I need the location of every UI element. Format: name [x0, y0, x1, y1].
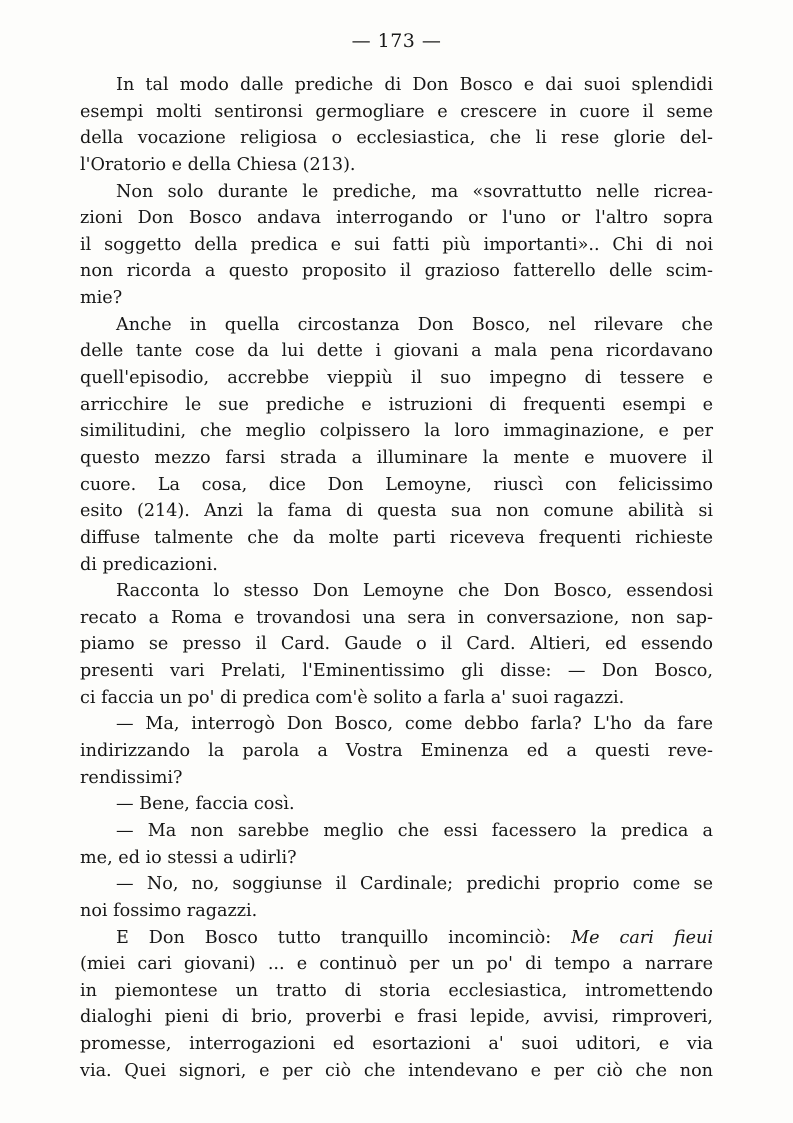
body-text — [80, 72, 713, 1084]
text-line: via. Quei signori, e per ciò che intendevano e per ciò che non — [80, 1060, 713, 1081]
text-line: Racconta lo stesso Don Lemoyne che Don Bosco, essendosi — [116, 581, 713, 602]
text-line: arricchire le sue prediche e istruzioni di frequenti esempi e — [80, 394, 713, 415]
text-line: presenti vari Prelati, l'Eminentissimo gli disse: — Don Bosco, — [80, 661, 713, 682]
text-line: indirizzando la parola a Vostra Eminenza ed a questi reve- — [80, 741, 713, 762]
text-line: diffuse talmente che da molte parti riceveva frequenti richieste — [80, 527, 713, 548]
text-line: l'Oratorio e della Chiesa (213). — [80, 154, 356, 175]
text-line: cuore. La cosa, dice Don Lemoyne, riuscì con felicissimo — [80, 474, 713, 495]
text-line: esempi molti sentironsi germogliare e crescere in cuore il seme — [80, 101, 713, 122]
text-line-roman: E Don Bosco tutto tranquillo incominciò: — [116, 927, 572, 948]
text-line: Non solo durante le prediche, ma «sovrattutto nelle ricrea- — [116, 181, 713, 202]
text-line: quell'episodio, accrebbe vieppiù il suo impegno di tessere e — [80, 368, 713, 389]
text-line-italic: Me cari fieui — [571, 927, 713, 948]
text-line: delle tante cose da lui dette i giovani a mala pena ricordavano — [80, 341, 713, 362]
text-line: noi fossimo ragazzi. — [80, 900, 258, 921]
text-line: piamo se presso il Card. Gaude o il Card. Altieri, ed essendo — [80, 634, 713, 655]
page-number: — 173 — — [351, 30, 442, 52]
text-line: mie? — [80, 288, 123, 309]
text-line: in piemontese un tratto di storia ecclesiastica, intromettendo — [80, 980, 713, 1001]
text-line: esito (214). Anzi la fama di questa sua non comune abilità si — [80, 501, 713, 522]
text-line: zioni Don Bosco andava interrogando or l'uno or l'altro sopra — [80, 208, 713, 229]
text-line: il soggetto della predica e sui fatti più importanti».. Chi di noi — [80, 234, 713, 255]
text-line: me, ed io stessi a udirli? — [80, 847, 297, 868]
text-line: dialoghi pieni di brio, proverbi e frasi lepide, avvisi, rimproveri, — [80, 1007, 713, 1028]
text-line: In tal modo dalle prediche di Don Bosco e dai suoi splendidi — [116, 75, 713, 95]
text-line: (miei cari giovani) ... e continuò per un po' di tempo a narrare — [80, 954, 713, 975]
text-line: — Bene, faccia così. — [116, 794, 295, 815]
text-line: questo mezzo farsi strada a illuminare la mente e muovere il — [80, 447, 713, 468]
text-line: ci faccia un po' di predica com'è solito a farla a' suoi ragazzi. — [80, 687, 625, 708]
text-line: di predicazioni. — [80, 554, 218, 575]
text-line: similitudini, che meglio colpissero la loro immaginazione, e per — [80, 421, 713, 442]
text-line: — No, no, soggiunse il Cardinale; predichi proprio come se — [116, 874, 713, 895]
text-line: recato a Roma e trovandosi una sera in conversazione, non sap- — [80, 607, 713, 628]
text-line: non ricorda a questo proposito il grazioso fatterello delle scim- — [80, 261, 713, 282]
text-line: — Ma, interrogò Don Bosco, come debbo farla? L'ho da fare — [116, 714, 713, 735]
text-line: Anche in quella circostanza Don Bosco, nel rilevare che — [116, 314, 713, 335]
text-line: — Ma non sarebbe meglio che essi facessero la predica a — [116, 820, 713, 841]
text-line: promesse, interrogazioni ed esortazioni a' suoi uditori, e via — [80, 1034, 713, 1055]
text-line — [80, 925, 713, 952]
text-line: rendissimi? — [80, 767, 183, 788]
text-line: della vocazione religiosa o ecclesiastica, che li rese glorie del- — [80, 128, 713, 149]
